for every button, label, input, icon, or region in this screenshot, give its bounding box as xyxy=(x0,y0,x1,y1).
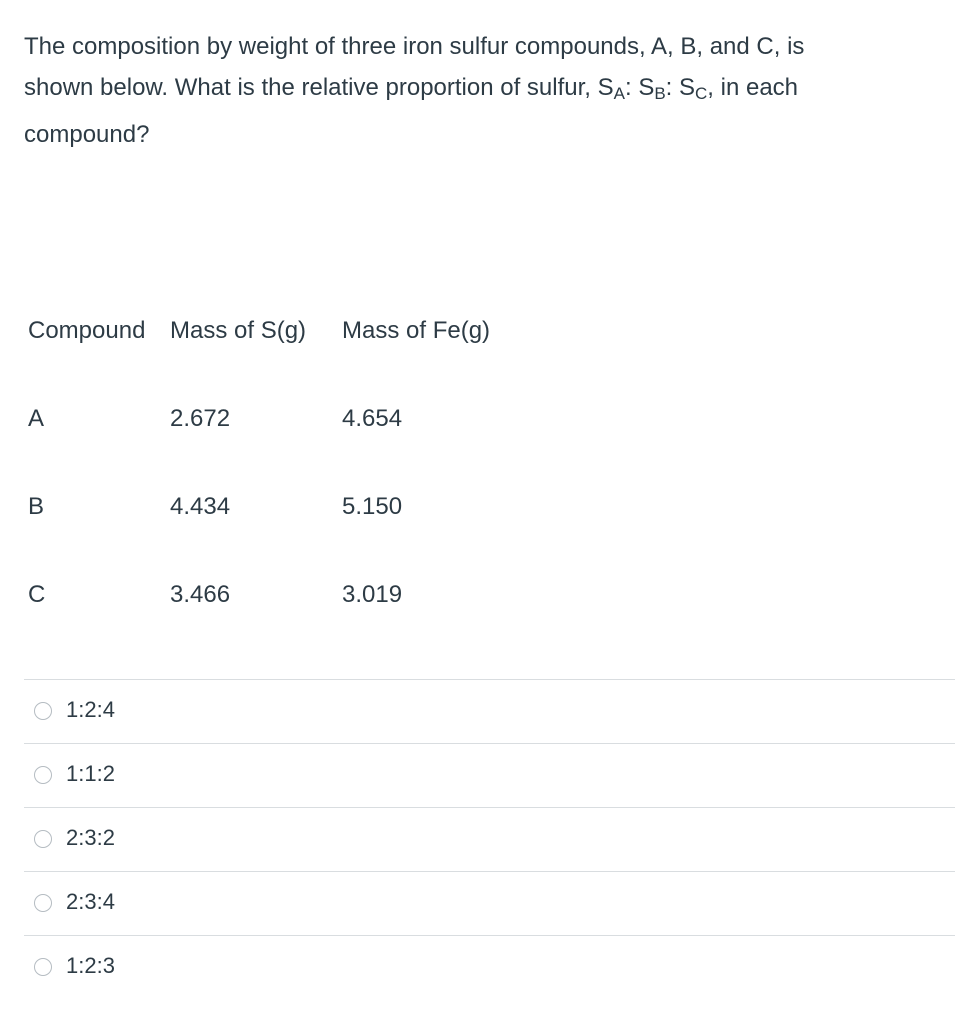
radio-button[interactable] xyxy=(34,830,52,848)
question-line-1: The composition by weight of three iron sulfur compounds, A, B, and C, is xyxy=(24,33,805,60)
answer-list xyxy=(24,679,955,999)
answer-option-4[interactable] xyxy=(24,871,955,935)
row-b-compound: B xyxy=(28,493,45,520)
radio-button[interactable] xyxy=(34,894,52,912)
question-line-3: compound? xyxy=(24,121,150,148)
header-mass-s: Mass of S(g) xyxy=(170,317,307,344)
question-line-2-start: shown below. What is the relative proportion of sulfur, S xyxy=(24,74,614,101)
answer-option-5[interactable] xyxy=(24,935,955,999)
radio-button[interactable] xyxy=(34,766,52,784)
radio-button[interactable] xyxy=(34,958,52,976)
header-compound: Compound xyxy=(28,317,146,344)
row-b-mass-fe: 5.150 xyxy=(342,493,403,520)
answer-label[interactable]: 1:2:3 xyxy=(66,953,115,978)
subscript-a: A xyxy=(613,84,625,103)
answer-label[interactable]: 2:3:4 xyxy=(66,889,115,914)
separator-1: : S xyxy=(624,74,655,101)
answer-label[interactable]: 1:1:2 xyxy=(66,761,115,786)
row-b-mass-s: 4.434 xyxy=(170,493,231,520)
answer-label[interactable]: 2:3:2 xyxy=(66,825,115,850)
row-a-mass-fe: 4.654 xyxy=(342,405,403,432)
header-mass-fe: Mass of Fe(g) xyxy=(342,317,491,344)
row-c-compound: C xyxy=(28,581,46,608)
radio-button[interactable] xyxy=(34,702,52,720)
answer-option-2[interactable] xyxy=(24,743,955,807)
subscript-b: B xyxy=(654,84,666,103)
row-a-mass-s: 2.672 xyxy=(170,405,231,432)
row-a-compound: A xyxy=(28,405,45,432)
question-line-2-end: , in each xyxy=(707,74,799,101)
separator-2: : S xyxy=(665,74,696,101)
subscript-c: C xyxy=(695,84,708,103)
answer-option-1[interactable] xyxy=(24,679,955,743)
row-c-mass-fe: 3.019 xyxy=(342,581,403,608)
answer-option-3[interactable] xyxy=(24,807,955,871)
answer-label[interactable]: 1:2:4 xyxy=(66,697,115,722)
row-c-mass-s: 3.466 xyxy=(170,581,231,608)
